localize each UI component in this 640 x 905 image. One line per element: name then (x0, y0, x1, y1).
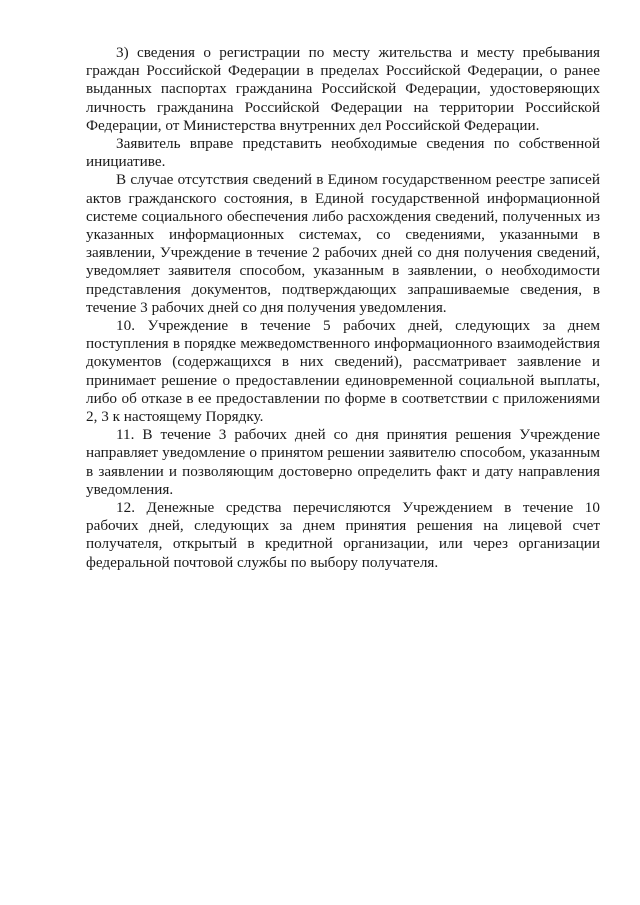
paragraph-12: 12. Денежные средства перечисляются Учреждением в течение 10 рабочих дней, следующих за днем принятия решения на лицевой счет получателя, открытый в кредитной организации, или через организации федеральной почтовой службы по выбору получателя. (86, 499, 600, 571)
paragraph-applicant-right: Заявитель вправе представить необходимые сведения по собственной инициативе. (86, 135, 600, 171)
document-body (86, 44, 600, 572)
paragraph-11: 11. В течение 3 рабочих дней со дня принятия решения Учреждение направляет уведомление о принятом решении заявителю способом, указанным в заявлении и позволяющим достоверно определить факт и дату направления уведомления. (86, 426, 600, 498)
paragraph-item-3-residence-info: 3) сведения о регистрации по месту жительства и месту пребывания граждан Российской Федерации в пределах Российской Федерации, о ранее выданных паспортах гражданина Российской Федерации, удостоверяющих личность гражданина Российской Федерации на территории Российской Федерации, от Министерства внутренних дел Российской Федерации. (86, 44, 600, 134)
paragraph-10: 10. Учреждение в течение 5 рабочих дней, следующих за днем поступления в порядке межведомственного информационного взаимодействия документов (содержащихся в них сведений), рассматривает заявление и принимает решение о предоставлении единовременной социальной выплаты, либо об отказе в ее предоставлении по форме в соответствии с приложениями 2, 3 к настоящему Порядку. (86, 317, 600, 426)
paragraph-missing-info: В случае отсутствия сведений в Едином государственном реестре записей актов гражданского состояния, в Единой государственной информационной системе социального обеспечения либо расхождения сведений, полученных из указанных информационных системах, со сведениями, указанными в заявлении, Учреждение в течение 2 рабочих дней со дня получения сведений, уведомляет заявителя способом, указанным в заявлении, о необходимости представления документов, подтверждающих запрашиваемые сведения, в течение 3 рабочих дней со дня получения уведомления. (86, 171, 600, 316)
